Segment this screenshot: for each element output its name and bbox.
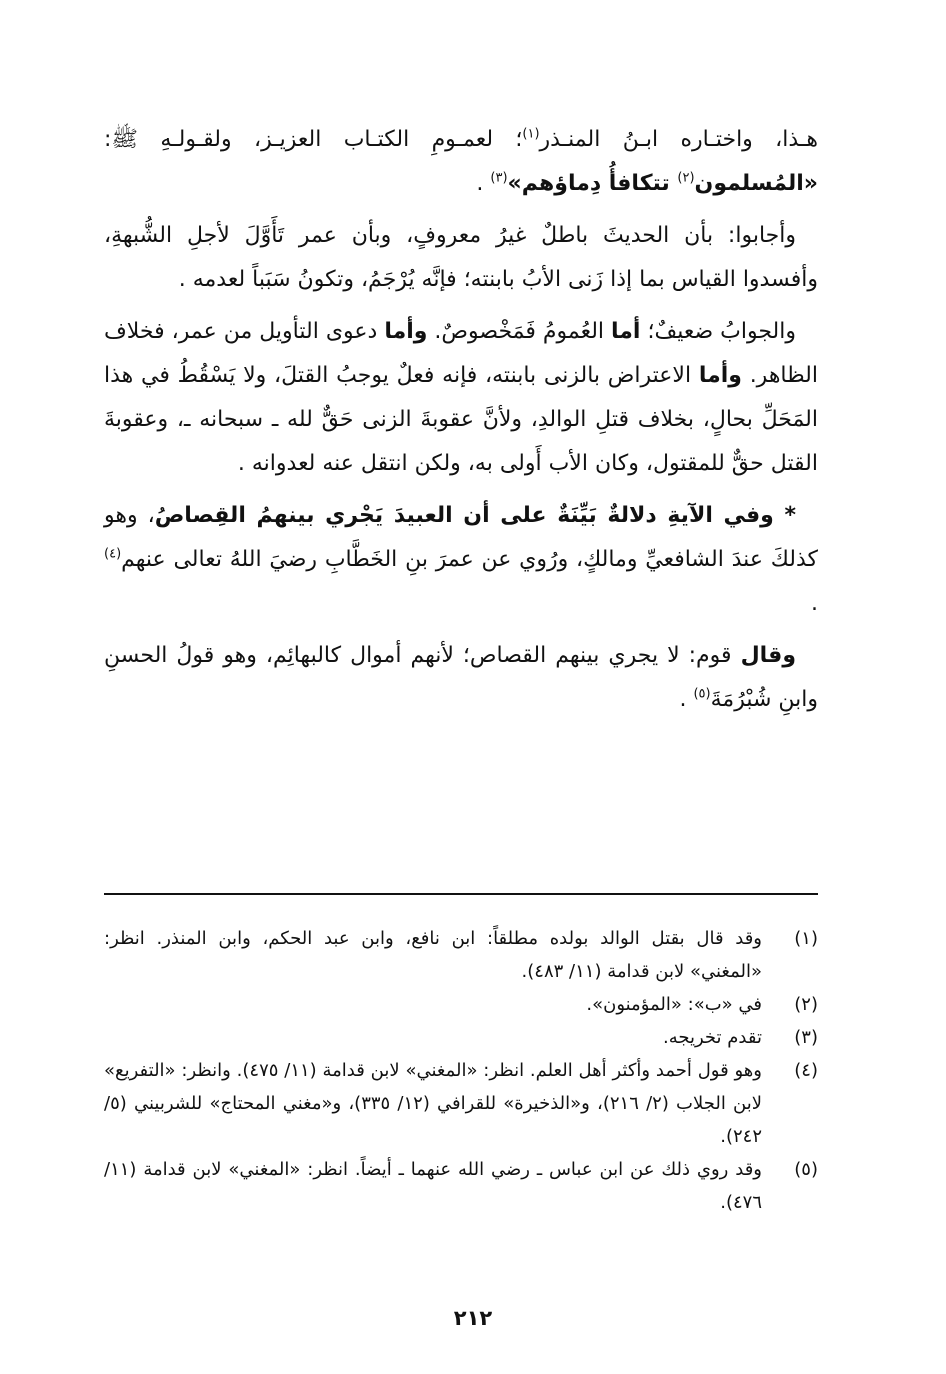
paragraph-5 [104,634,818,722]
paragraph-1 [104,118,818,206]
footnote-number: (٤) [794,1060,818,1081]
paragraph-3 [104,310,818,486]
bold-heading: * وفي الآيةِ دلالةٌ بَيِّنَةٌ على أن العبيدَ يَجْري بينهمُ القِصاصُ [154,503,797,528]
footnote-ref-2[interactable]: (٢) [677,170,695,186]
text-run: والجوابُ ضعيفٌ؛ [640,319,796,344]
text-run: دعوى التأويل من عمر، فخلاف الظاهر. [104,319,818,388]
main-text [104,118,818,730]
footnote-text: وقد روي ذلك عن ابن عباس ـ رضي الله عنهما ـ أيضاً. انظر: «المغني» لابن قدامة (١١/ ٤٧٦). [104,1159,762,1213]
bold-term: وأما [384,319,428,344]
footnote-text: وهو قول أحمد وأكثر أهل العلم. انظر: «المغني» لابن قدامة (١١/ ٤٧٥). وانظر: «التفريع» لابن الجلاب (٢/ ٢١٦)، و«الذخيرة» للقرافي (١٢/ ٣٣٥)، و«مغني المحتاج» للشربيني (٥/ ٢٤٢). [104,1060,763,1147]
text-run: . [811,591,818,616]
footnote-ref-3[interactable]: (٣) [490,170,508,186]
paragraph-4 [104,494,818,626]
footnote-number: (١) [794,928,818,949]
text-run: ؛ لعمـومِ الكتـاب العزيـز، ولقـولـهِ ﷺ: [104,127,523,152]
footnote-4 [104,1054,818,1153]
paragraph-2: وأجابوا: بأن الحديثَ باطلٌ غيرُ معروفٍ، وبأن عمر تَأَوَّلَ لأجلِ الشُّبهةِ، وأفسدوا القياس بما إذا زَنى الأبُ بابنته؛ فإنَّه يُرْجَمُ، وتكونُ سَبَباً لعدمه . [104,223,818,292]
footnote-text: تقدم تخريجه. [663,1027,762,1048]
text-run: ، وهو كذلكَ عندَ الشافعيِّ ومالكٍ، ورُوي عن عمرَ بنِ الخَطَّابِ رضيَ اللهُ تعالى عنهم [104,503,818,572]
footnote-number: (٥) [794,1159,818,1180]
text-run: الاعتراض بالزنى بابنته، فإنه فعلٌ يوجبُ القتلَ، ولا يَسْقُطُ في هذا المَحَلِّ بحالٍ، بخلاف قتلِ الوالدِ، ولأنَّ عقوبةَ الزنى حَقٌّ لله ـ سبحانه ـ، وعقوبةَ القتل حقٌّ للمقتول، وكان الأب أَولى به، ولكن انتقل عنه لعدوانه . [104,363,818,476]
footnote-divider [104,893,818,895]
text-run: قوم: لا يجري بينهم القصاص؛ لأنهم أموال كالبهائِم، وهو قولُ الحسنِ وابنِ شُبْرُمَةَ [104,643,818,712]
hadith-quote-cont: تتكافأُ دِماؤهم» [507,171,678,196]
text-run: هـذا، واختـاره ابـنُ المنـذر [539,127,818,152]
footnote-number: (٢) [794,994,818,1015]
footnote-number: (٣) [794,1027,818,1048]
footnote-ref-1[interactable]: (١) [522,126,540,142]
footnote-1 [104,922,818,988]
page-number: ٢١٢ [453,1306,493,1330]
text-run: العُمومُ فَمَخْصوصٌ. [427,319,612,344]
footnote-text: وقد قال بقتل الوالد بولده مطلقاً: ابن نافع، وابن عبد الحكم، وابن المنذر. انظر: «المغني» لابن قدامة (١١/ ٤٨٣). [104,928,762,982]
bold-term: وقال [740,643,796,668]
footnote-ref-4[interactable]: (٤) [104,546,122,562]
hadith-quote: «المُسلمون [694,171,818,196]
text-run: . [476,171,491,196]
bold-term: أما [611,319,641,344]
footnote-2 [104,988,818,1021]
footnote-text: في «ب»: «المؤمنون». [586,994,762,1015]
footnotes [104,922,818,1219]
bold-term: وأما [698,363,742,388]
footnote-ref-5[interactable]: (٥) [693,686,711,702]
footnote-3 [104,1021,818,1054]
footnote-5 [104,1153,818,1219]
text-run: . [679,687,694,712]
